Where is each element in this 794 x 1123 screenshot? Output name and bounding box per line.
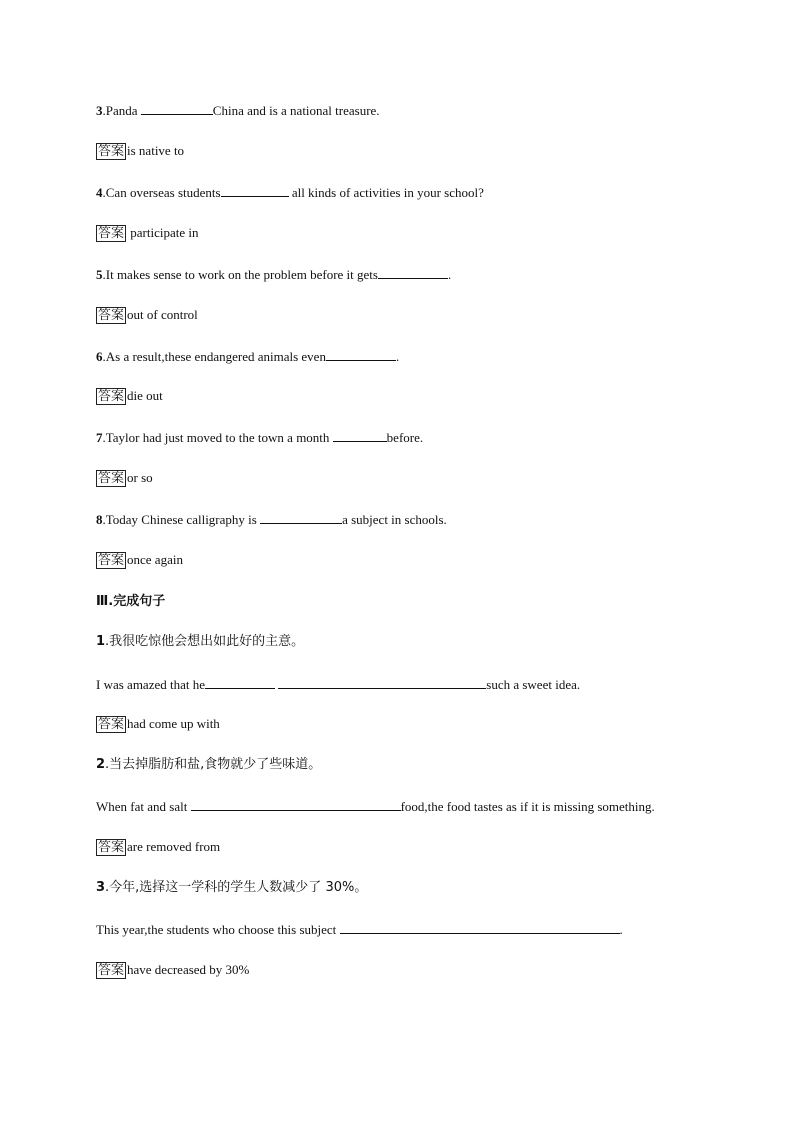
- answer-text: out of control: [127, 307, 198, 322]
- answer-blank: [221, 184, 289, 197]
- sentence-2-chinese: [96, 757, 321, 773]
- answer-label: 答案: [98, 471, 125, 486]
- answer-blank: [141, 102, 213, 115]
- answer-label: 答案: [98, 717, 125, 732]
- answer-5: [96, 307, 198, 324]
- english-text: When fat and salt: [96, 799, 191, 814]
- question-5: [96, 266, 451, 283]
- sentence-1-english: [96, 676, 580, 693]
- question-number: 3: [96, 103, 103, 118]
- answer-4: [96, 225, 198, 242]
- sentence-1-chinese: [96, 634, 304, 650]
- section-title: Ⅲ.完成句子: [96, 594, 166, 609]
- answer-label: 答案: [98, 963, 125, 978]
- answer-text: have decreased by 30%: [127, 962, 250, 977]
- answer-text: or so: [127, 470, 153, 485]
- question-4: [96, 184, 484, 201]
- english-text: I was amazed that he: [96, 677, 206, 692]
- question-text: .Panda: [102, 103, 141, 118]
- answer-blank: [333, 429, 387, 442]
- question-text: .Taylor had just moved to the town a month: [102, 430, 333, 445]
- question-text-end: before.: [386, 430, 424, 445]
- sentence-number: 2: [96, 757, 106, 772]
- english-text-end: .: [619, 922, 623, 937]
- question-text-end: .: [395, 349, 400, 364]
- answer-label: 答案: [98, 840, 125, 855]
- question-text: .Can overseas students: [102, 185, 221, 200]
- question-7: [96, 429, 423, 446]
- answer-text: die out: [127, 388, 163, 403]
- answer-blank-2: [278, 676, 486, 689]
- answer-text: participate in: [127, 225, 199, 240]
- answer-label: 答案: [98, 308, 125, 323]
- question-6: [96, 348, 399, 365]
- answer-text: once again: [127, 552, 183, 567]
- answer-s3: [96, 962, 249, 979]
- question-8: [96, 511, 447, 528]
- question-text-end: .: [447, 267, 452, 282]
- question-text-end: a subject in schools.: [342, 512, 447, 527]
- answer-text: are removed from: [127, 839, 221, 854]
- question-number: 7: [96, 430, 103, 445]
- sentence-2-english: [96, 798, 655, 815]
- answer-s1: [96, 716, 220, 733]
- answer-label: 答案: [98, 389, 125, 404]
- question-text: .Today Chinese calligraphy is: [102, 512, 261, 527]
- question-text: .As a result,these endangered animals even: [102, 349, 326, 364]
- question-number: 4: [96, 185, 103, 200]
- answer-blank: [326, 348, 396, 361]
- answer-blank: [205, 676, 275, 689]
- answer-blank: [378, 266, 448, 279]
- answer-blank: [191, 798, 401, 811]
- chinese-text: .今年,选择这一学科的学生人数减少了 30%。: [105, 880, 368, 895]
- answer-text: had come up with: [127, 716, 220, 731]
- answer-text: is native to: [127, 143, 185, 158]
- sentence-3-english: [96, 921, 623, 938]
- question-number: 8: [96, 512, 103, 527]
- answer-8: [96, 552, 183, 569]
- question-number: 6: [96, 349, 103, 364]
- answer-7: [96, 470, 153, 487]
- question-text-end: all kinds of activities in your school?: [288, 185, 484, 200]
- sentence-number: 3: [96, 880, 106, 895]
- answer-label: 答案: [98, 144, 125, 159]
- answer-label: 答案: [98, 226, 125, 241]
- answer-blank: [340, 921, 620, 934]
- chinese-text: .当去掉脂肪和盐,食物就少了些味道。: [105, 757, 322, 772]
- answer-label: 答案: [98, 553, 125, 568]
- answer-s2: [96, 839, 220, 856]
- english-text-end: such a sweet idea.: [486, 677, 581, 692]
- question-number: 5: [96, 267, 103, 282]
- sentence-number: 1: [96, 634, 106, 649]
- english-text-end: food,the food tastes as if it is missing something.: [400, 799, 655, 814]
- sentence-3-chinese: [96, 880, 367, 896]
- question-text: .It makes sense to work on the problem before it gets: [102, 267, 378, 282]
- answer-6: [96, 388, 163, 405]
- answer-3: [96, 143, 184, 160]
- chinese-text: .我很吃惊他会想出如此好的主意。: [105, 634, 305, 649]
- question-3: [96, 102, 380, 119]
- question-text-end: China and is a national treasure.: [212, 103, 380, 118]
- english-text: This year,the students who choose this subject: [96, 922, 340, 937]
- answer-blank: [260, 511, 342, 524]
